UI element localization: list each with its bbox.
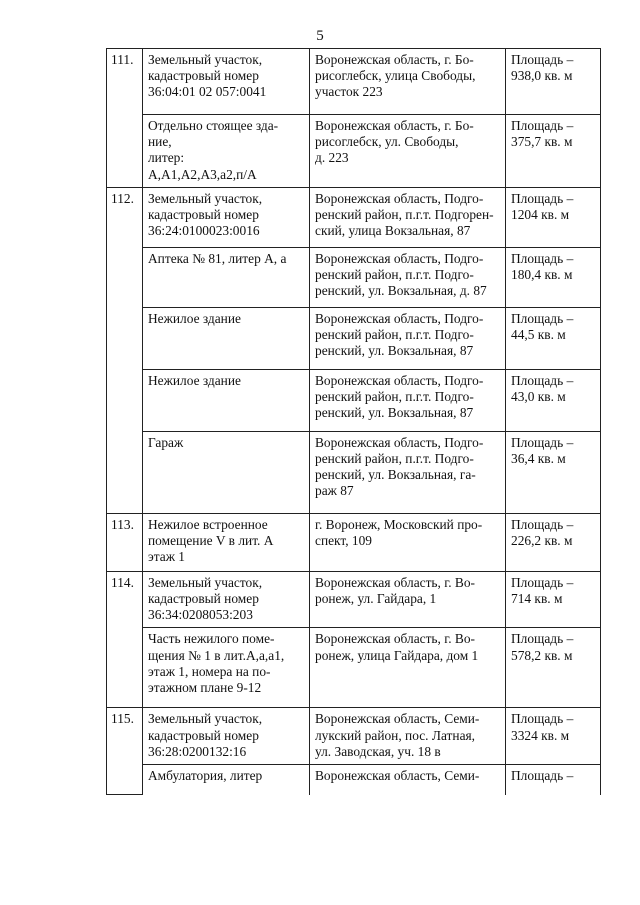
object-description xyxy=(143,628,310,708)
object-address-line: ул. Заводская, уч. 18 в xyxy=(315,743,441,759)
row-number: 112. xyxy=(107,187,143,513)
property-table xyxy=(106,48,601,795)
object-description-line: ние, xyxy=(148,134,172,150)
object-area xyxy=(506,369,601,431)
object-address-line: рисоглебск, ул. Свободы, xyxy=(315,134,459,150)
object-area-line: Площадь – xyxy=(511,250,574,266)
object-area xyxy=(506,628,601,708)
object-address xyxy=(310,369,506,431)
object-description-line: Земельный участок, xyxy=(148,711,263,727)
object-address-line: лукский район, пос. Латная, xyxy=(315,727,476,743)
object-area-line: Площадь – xyxy=(511,190,574,206)
object-area xyxy=(506,49,601,115)
object-address-line: Воронежская область, Подго- xyxy=(315,190,484,206)
object-address xyxy=(310,431,506,513)
object-address-line: ронеж, улица Гайдара, дом 1 xyxy=(315,647,479,663)
object-area-line: 36,4 кв. м xyxy=(511,451,566,467)
object-description xyxy=(143,765,310,795)
table-row xyxy=(107,49,601,115)
object-description-line: этажном плане 9-12 xyxy=(148,680,262,696)
object-description-line: литер: xyxy=(148,150,185,166)
table-row xyxy=(107,115,601,188)
object-address-line: раж 87 xyxy=(315,483,354,499)
object-description-line: щения № 1 в лит.А,а,а1, xyxy=(148,647,285,663)
object-address-line: Воронежская область, Подго- xyxy=(315,434,484,450)
object-description-line: Амбулатория, литер xyxy=(148,768,263,784)
object-description xyxy=(143,571,310,628)
object-description-line: кадастровый номер xyxy=(148,727,259,743)
object-address-line: ренский район, п.г.т. Подгорен- xyxy=(315,207,494,223)
object-area-line: 938,0 кв. м xyxy=(511,68,573,84)
object-area-line: 44,5 кв. м xyxy=(511,327,566,343)
object-area xyxy=(506,571,601,628)
object-address-line: Воронежская область, Подго- xyxy=(315,250,484,266)
object-description-line: Нежилое здание xyxy=(148,372,241,388)
table-row xyxy=(107,765,601,795)
object-address xyxy=(310,513,506,571)
row-number: 111. xyxy=(107,49,143,188)
object-area-line: 180,4 кв. м xyxy=(511,267,573,283)
object-description xyxy=(143,307,310,369)
object-description-line: Гараж xyxy=(148,434,184,450)
object-area-line: 43,0 кв. м xyxy=(511,389,566,405)
object-area-line: 1204 кв. м xyxy=(511,207,570,223)
object-description xyxy=(143,513,310,571)
object-description-line: Часть нежилого поме- xyxy=(148,631,275,647)
table-row xyxy=(107,571,601,628)
object-area xyxy=(506,708,601,765)
object-description-line: 36:24:0100023:0016 xyxy=(148,223,260,239)
object-description-line: 36:04:01 02 057:0041 xyxy=(148,84,267,100)
object-address-line: рисоглебск, улица Свободы, xyxy=(315,68,476,84)
object-description xyxy=(143,369,310,431)
object-description xyxy=(143,247,310,307)
object-address-line: Воронежская область, Семи- xyxy=(315,711,480,727)
object-address xyxy=(310,628,506,708)
object-address-line: ренский район, п.г.т. Подго- xyxy=(315,389,474,405)
object-address-line: ренский, ул. Вокзальная, д. 87 xyxy=(315,283,487,299)
object-description-line: кадастровый номер xyxy=(148,591,259,607)
object-description-line: этаж 1, номера на по- xyxy=(148,663,271,679)
object-address-line: ренский, ул. Вокзальная, га- xyxy=(315,467,476,483)
object-address-line: ренский район, п.г.т. Подго- xyxy=(315,451,474,467)
object-address-line: ский, улица Вокзальная, 87 xyxy=(315,223,471,239)
object-area xyxy=(506,431,601,513)
object-address xyxy=(310,187,506,247)
object-area xyxy=(506,307,601,369)
table-row xyxy=(107,187,601,247)
object-area-line: Площадь – xyxy=(511,516,574,532)
object-area-line: 375,7 кв. м xyxy=(511,134,573,150)
object-address-line: Воронежская область, Подго- xyxy=(315,372,484,388)
object-address-line: д. 223 xyxy=(315,150,349,166)
table-row xyxy=(107,247,601,307)
object-area-line: Площадь – xyxy=(511,768,574,784)
object-description-line: Земельный участок, xyxy=(148,52,263,67)
table-row xyxy=(107,369,601,431)
table-row xyxy=(107,431,601,513)
object-description-line: кадастровый номер xyxy=(148,207,259,223)
object-description xyxy=(143,115,310,188)
object-address-line: Воронежская область, г. Бо- xyxy=(315,52,474,67)
object-description-line: А,А1,А2,А3,а2,п/А xyxy=(148,166,257,182)
object-address-line: Воронежская область, г. Во- xyxy=(315,574,475,590)
table-row xyxy=(107,513,601,571)
table-row xyxy=(107,307,601,369)
object-description-line: этаж 1 xyxy=(148,549,186,565)
object-area-line: Площадь – xyxy=(511,310,574,326)
table-row xyxy=(107,708,601,765)
object-address-line: ренский район, п.г.т. Подго- xyxy=(315,327,474,343)
object-area-line: Площадь – xyxy=(511,711,574,727)
row-number: 115. xyxy=(107,708,143,795)
object-area xyxy=(506,513,601,571)
object-address-line: спект, 109 xyxy=(315,533,373,549)
object-area-line: Площадь – xyxy=(511,631,574,647)
object-address-line: ронеж, ул. Гайдара, 1 xyxy=(315,591,437,607)
object-area-line: 714 кв. м xyxy=(511,591,563,607)
object-description xyxy=(143,708,310,765)
object-area xyxy=(506,187,601,247)
object-address xyxy=(310,708,506,765)
object-address-line: ренский район, п.г.т. Подго- xyxy=(315,267,474,283)
object-area-line: Площадь – xyxy=(511,574,574,590)
object-area-line: 3324 кв. м xyxy=(511,727,570,743)
object-description-line: Земельный участок, xyxy=(148,190,263,206)
object-description-line: Земельный участок, xyxy=(148,574,263,590)
object-description xyxy=(143,187,310,247)
object-address-line: Воронежская область, Подго- xyxy=(315,310,484,326)
object-area-line: Площадь – xyxy=(511,434,574,450)
object-address xyxy=(310,571,506,628)
object-area-line: 578,2 кв. м xyxy=(511,647,573,663)
object-description-line: Отдельно стоящее зда- xyxy=(148,118,279,133)
object-description-line: Нежилое здание xyxy=(148,310,241,326)
object-area-line: Площадь – xyxy=(511,372,574,388)
object-address-line: Воронежская область, г. Во- xyxy=(315,631,475,647)
row-number: 114. xyxy=(107,571,143,708)
object-area-line: 226,2 кв. м xyxy=(511,533,573,549)
page-number: 5 xyxy=(316,28,324,44)
object-address xyxy=(310,115,506,188)
object-address-line: Воронежская область, г. Бо- xyxy=(315,118,474,133)
object-description-line: 36:28:0200132:16 xyxy=(148,743,247,759)
object-address xyxy=(310,247,506,307)
object-description xyxy=(143,49,310,115)
object-description-line: 36:34:0208053:203 xyxy=(148,607,253,623)
object-description-line: Нежилое встроенное xyxy=(148,516,268,532)
object-area-line: Площадь – xyxy=(511,52,574,67)
object-area xyxy=(506,247,601,307)
object-area-line: Площадь – xyxy=(511,118,574,133)
object-address-line: ренский, ул. Вокзальная, 87 xyxy=(315,405,474,421)
object-address xyxy=(310,49,506,115)
object-description-line: Аптека № 81, литер А, а xyxy=(148,250,287,266)
object-address-line: ренский, ул. Вокзальная, 87 xyxy=(315,343,474,359)
object-address-line: участок 223 xyxy=(315,84,383,100)
row-number: 113. xyxy=(107,513,143,571)
object-address xyxy=(310,307,506,369)
object-area xyxy=(506,765,601,795)
object-area xyxy=(506,115,601,188)
object-address xyxy=(310,765,506,795)
table-row xyxy=(107,628,601,708)
object-description-line: кадастровый номер xyxy=(148,68,259,84)
object-address-line: г. Воронеж, Московский про- xyxy=(315,516,483,532)
object-description xyxy=(143,431,310,513)
object-address-line: Воронежская область, Семи- xyxy=(315,768,480,784)
object-description-line: помещение V в лит. А xyxy=(148,533,274,549)
